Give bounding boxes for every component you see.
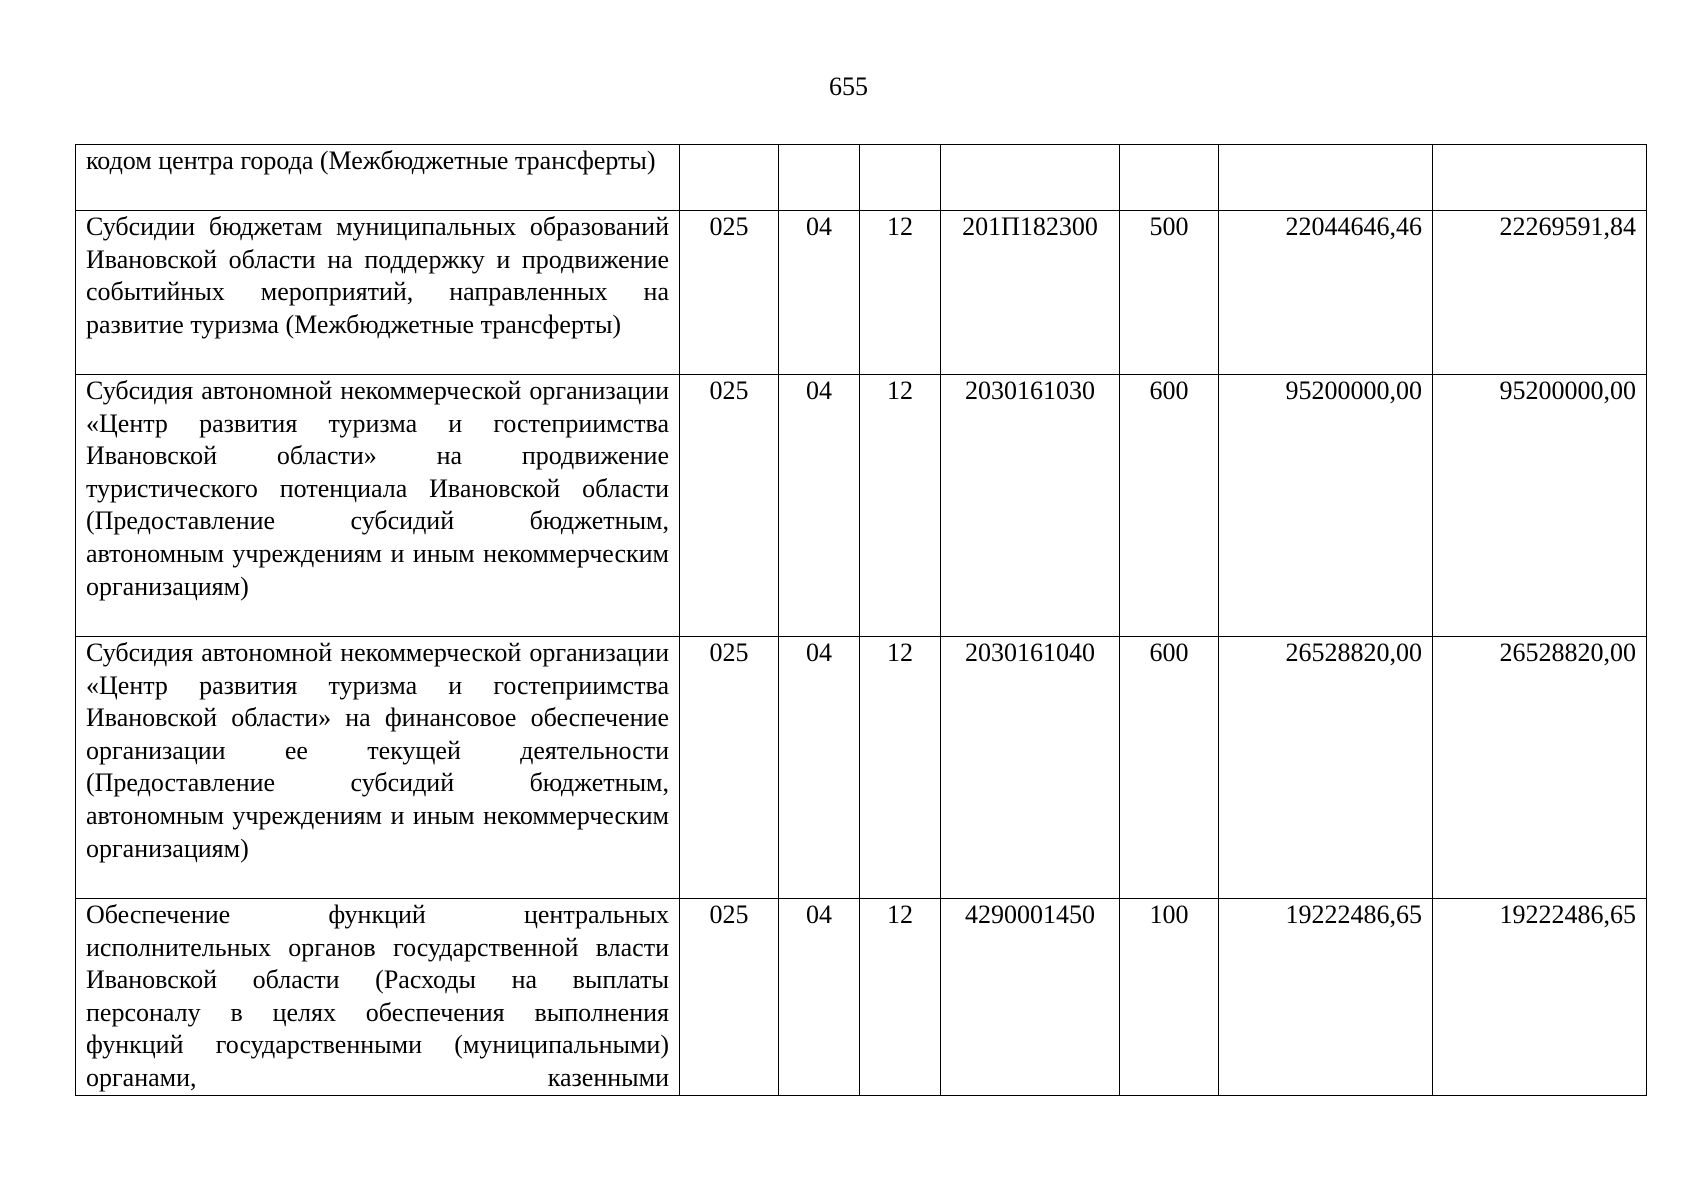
row-amount-1	[1219, 145, 1433, 211]
row-gr-code: 025	[680, 211, 779, 375]
row-description: кодом центра города (Межбюджетные трансферты)	[76, 145, 680, 211]
row-pr-code: 12	[860, 211, 941, 375]
row-pr-code	[860, 145, 941, 211]
row-vr-code	[1120, 145, 1219, 211]
row-amount-1: 95200000,00	[1219, 375, 1433, 637]
table-row	[76, 145, 1647, 211]
row-pr-code: 12	[860, 375, 941, 637]
row-description: Субсидия автономной некоммерческой организации «Центр развития туризма и гостеприимства Ивановской области» на финансовое обеспечение организации ее текущей деятельности (Предоставление субсидий бюджетным, автономным учреждениям и иным некоммерческим организациям)	[76, 637, 680, 899]
row-vr-code: 600	[1120, 375, 1219, 637]
row-description: Субсидии бюджетам муниципальных образований Ивановской области на поддержку и продвижение событийных мероприятий, направленных на развитие туризма (Межбюджетные трансферты)	[76, 211, 680, 375]
budget-table	[75, 144, 1647, 1096]
row-amount-1: 26528820,00	[1219, 637, 1433, 899]
row-amount-2: 22269591,84	[1433, 211, 1647, 375]
row-gr-code: 025	[680, 375, 779, 637]
row-csr-code	[941, 145, 1120, 211]
row-vr-code: 100	[1120, 899, 1219, 1096]
row-rz-code: 04	[779, 211, 860, 375]
row-gr-code: 025	[680, 637, 779, 899]
row-csr-code: 4290001450	[941, 899, 1120, 1096]
row-gr-code	[680, 145, 779, 211]
table-row	[76, 211, 1647, 375]
row-csr-code: 201П182300	[941, 211, 1120, 375]
row-amount-2: 19222486,65	[1433, 899, 1647, 1096]
row-pr-code: 12	[860, 899, 941, 1096]
row-amount-1: 19222486,65	[1219, 899, 1433, 1096]
row-description: Обеспечение функций центральных исполнительных органов государственной власти Ивановской области (Расходы на выплаты персоналу в целях обеспечения выполнения функций государственными (муниципальными) органами, казенными	[76, 899, 680, 1096]
row-rz-code: 04	[779, 375, 860, 637]
row-amount-2: 26528820,00	[1433, 637, 1647, 899]
row-description: Субсидия автономной некоммерческой организации «Центр развития туризма и гостеприимства Ивановской области» на продвижение туристического потенциала Ивановской области (Предоставление субсидий бюджетным, автономным учреждениям и иным некоммерческим организациям)	[76, 375, 680, 637]
row-rz-code: 04	[779, 899, 860, 1096]
page-number: 655	[829, 72, 868, 101]
row-vr-code: 500	[1120, 211, 1219, 375]
row-amount-1: 22044646,46	[1219, 211, 1433, 375]
table-row	[76, 899, 1647, 1096]
row-pr-code: 12	[860, 637, 941, 899]
row-gr-code: 025	[680, 899, 779, 1096]
table-row	[76, 375, 1647, 637]
table-row	[76, 637, 1647, 899]
row-csr-code: 2030161040	[941, 637, 1120, 899]
row-rz-code	[779, 145, 860, 211]
row-csr-code: 2030161030	[941, 375, 1120, 637]
row-amount-2	[1433, 145, 1647, 211]
row-rz-code: 04	[779, 637, 860, 899]
row-amount-2: 95200000,00	[1433, 375, 1647, 637]
row-vr-code: 600	[1120, 637, 1219, 899]
